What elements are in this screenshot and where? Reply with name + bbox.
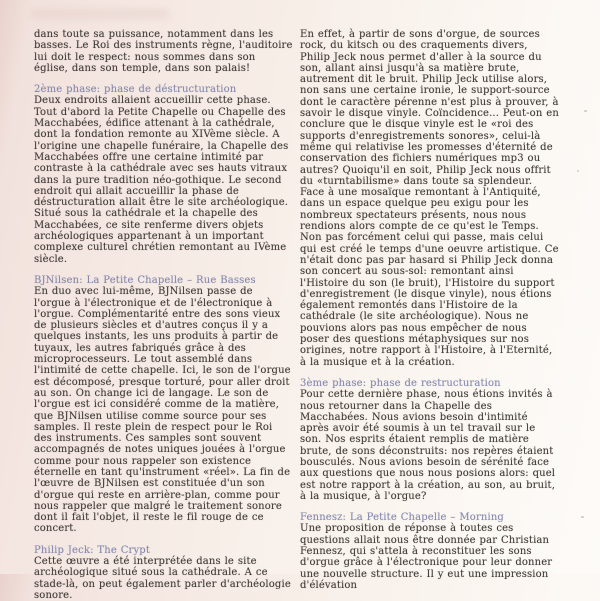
paragraph-phase-3: Pour cette dernière phase, nous étions invités à nous retourner dans la Chapelle des Macchabées. Nous avions besoin d'intimité après avoir été soumis à un tel travail sur le son. Nos esprits étaient remplis de matière brute, de sons déconstruits: nos repères étaient bousculés. Nous avions besoin de sérénité face aux questions que nous nous posions alors: quel est notre rapport à la création, au son, au bruit, à la musique, à l'orgue?: [300, 389, 556, 502]
scan-speck: [584, 110, 587, 112]
section-heading-phase-3: 3ème phase: phase de restructuration: [300, 377, 501, 389]
paragraph-continuation: dans toute sa puissance, notamment dans les basses. Le Roi des instruments règne, l'auditoire lui doit le respect: nous sommes dans son église, dans son temple, dans son palais!: [34, 29, 293, 74]
paragraph-bjnilsen: En duo avec lui-même, BJNilsen passe de l'orgue à l'électronique et de l'électronique à l'orgue. Complémentarité entre des sons vieux de plusieurs siècles et d'autres conçus il y a quelques instants, les uns produits à partir de tuyaux, les autres fabriqués grâce à des microprocesseurs. Le tout assemblé dans l'intimité de cette chapelle. Ici, le son de l'orgue est décomposé, presque torturé, pour aller droit au son. On change ici de langage. Le son de l'orgue est ici considéré comme de la matière, que BJNilsen utilise comme source pour ses samples. Il reste plein de respect pour le Roi des instruments. Ces samples sont souvent accompagnés de notes uniques jouées à l'orgue comme pour nous rappeler son existence éternelle en tant qu'instrument «réel». La fin de l'œuvre de BJNilsen est constituée d'un son d'orgue qui reste en arrière-plan, comme pour nous rappeler que malgré le traitement sonore dont il fait l'objet, il reste le fil rouge de ce concert.: [34, 286, 291, 535]
paragraph-fennesz: Une proposition de réponse à toutes ces questions allait nous être donnée par Christian Fennesz, qui s'attela à reconstituer les sons d'orgue grâce à l'électronique pour leur donner une nouvelle structure. Il y eut une impression d'élévation: [300, 523, 553, 591]
section-heading-bjnilsen: BJNilsen: La Petite Chapelle – Rue Basses: [34, 274, 256, 286]
section-heading-fennesz: Fennesz: La Petite Chapelle – Morning: [300, 512, 504, 524]
scan-speck: [577, 170, 579, 172]
section-heading-philip-jeck: Philip Jeck: The Crypt: [34, 544, 150, 556]
text-column-right: [300, 29, 559, 591]
scan-smudge: [30, 8, 170, 20]
paragraph-phase-2: Deux endroits allaient accueillir cette phase. Tout d'abord la Petite Chapelle ou Chapelle des Macchabées, édifice attenant à la cathédrale, dont la fondation remonte au XIVème siècle. A l'origine une chapelle funéraire, la Chapelle des Macchabées offre une certaine intimité par contraste à la cathédrale avec ses hauts vitraux dans la pure tradition néo-gothique. Le second endroit qui allait accueillir la phase de déstructuration allait être le site archéologique. Situé sous la cathédrale et la chapelle des Macchabées, ce site renferme divers objets archéologiques appartenant à un important complexe culturel chrétien remontant au IVème siècle.: [34, 95, 289, 265]
paragraph-philip-jeck: Cette œuvre a été interprétée dans le site archéologique situé sous la cathédrale. A ce stade-là, on peut également parler d'archéologie sonore.: [34, 556, 291, 601]
scan-speck: [581, 516, 584, 518]
section-heading-phase-2: 2ème phase: phase de déstructuration: [34, 84, 237, 96]
text-column-left: [34, 29, 293, 601]
paragraph-philip-jeck-continued: En effet, à partir de sons d'orgue, de sources rock, du kitsch ou des craquements divers, Philip Jeck nous permet d'aller à la source du son, allant ainsi jusqu'à sa matière brute, autrement dit le bruit. Philip Jeck utilise alors, non sans une certaine ironie, le support-source dont le caractère pérenne n'est plus à prouver, à savoir le disque vinyle. Coïncidence... Peut-on en conclure que le disque vinyle est le «roi des supports d'enregistrements sonores», celui-là même qui relativise les promesses d'éternité de conservation des fichiers numériques mp3 ou autres? Quoiqu'il en soit, Philip Jeck nous offrit du «turntabilisme» dans toute sa splendeur. Face à une mosaïque remontant à l'Antiquité, dans un espace quelque peu exigu pour les nombreux spectateurs présents, nous nous rendions alors compte de ce qu'est le Temps. Non pas forcément celui qui passe, mais celui qui est créé le temps d'une oeuvre artistique. Ce n'était donc pas par hasard si Philip Jeck donna son concert au sous-sol: remontant ainsi l'Histoire du son (le bruit), l'Histoire du support d'enregistrement (le disque vinyle), nous étions également remontés dans l'Histoire de la cathédrale (le site archéologique). Nous ne pouvions alors pas nous empêcher de nous poser des questions métaphysiques sur nos origines, notre rapport à l'Histoire, à l'Eternité, à la musique et à la création.: [300, 29, 559, 368]
